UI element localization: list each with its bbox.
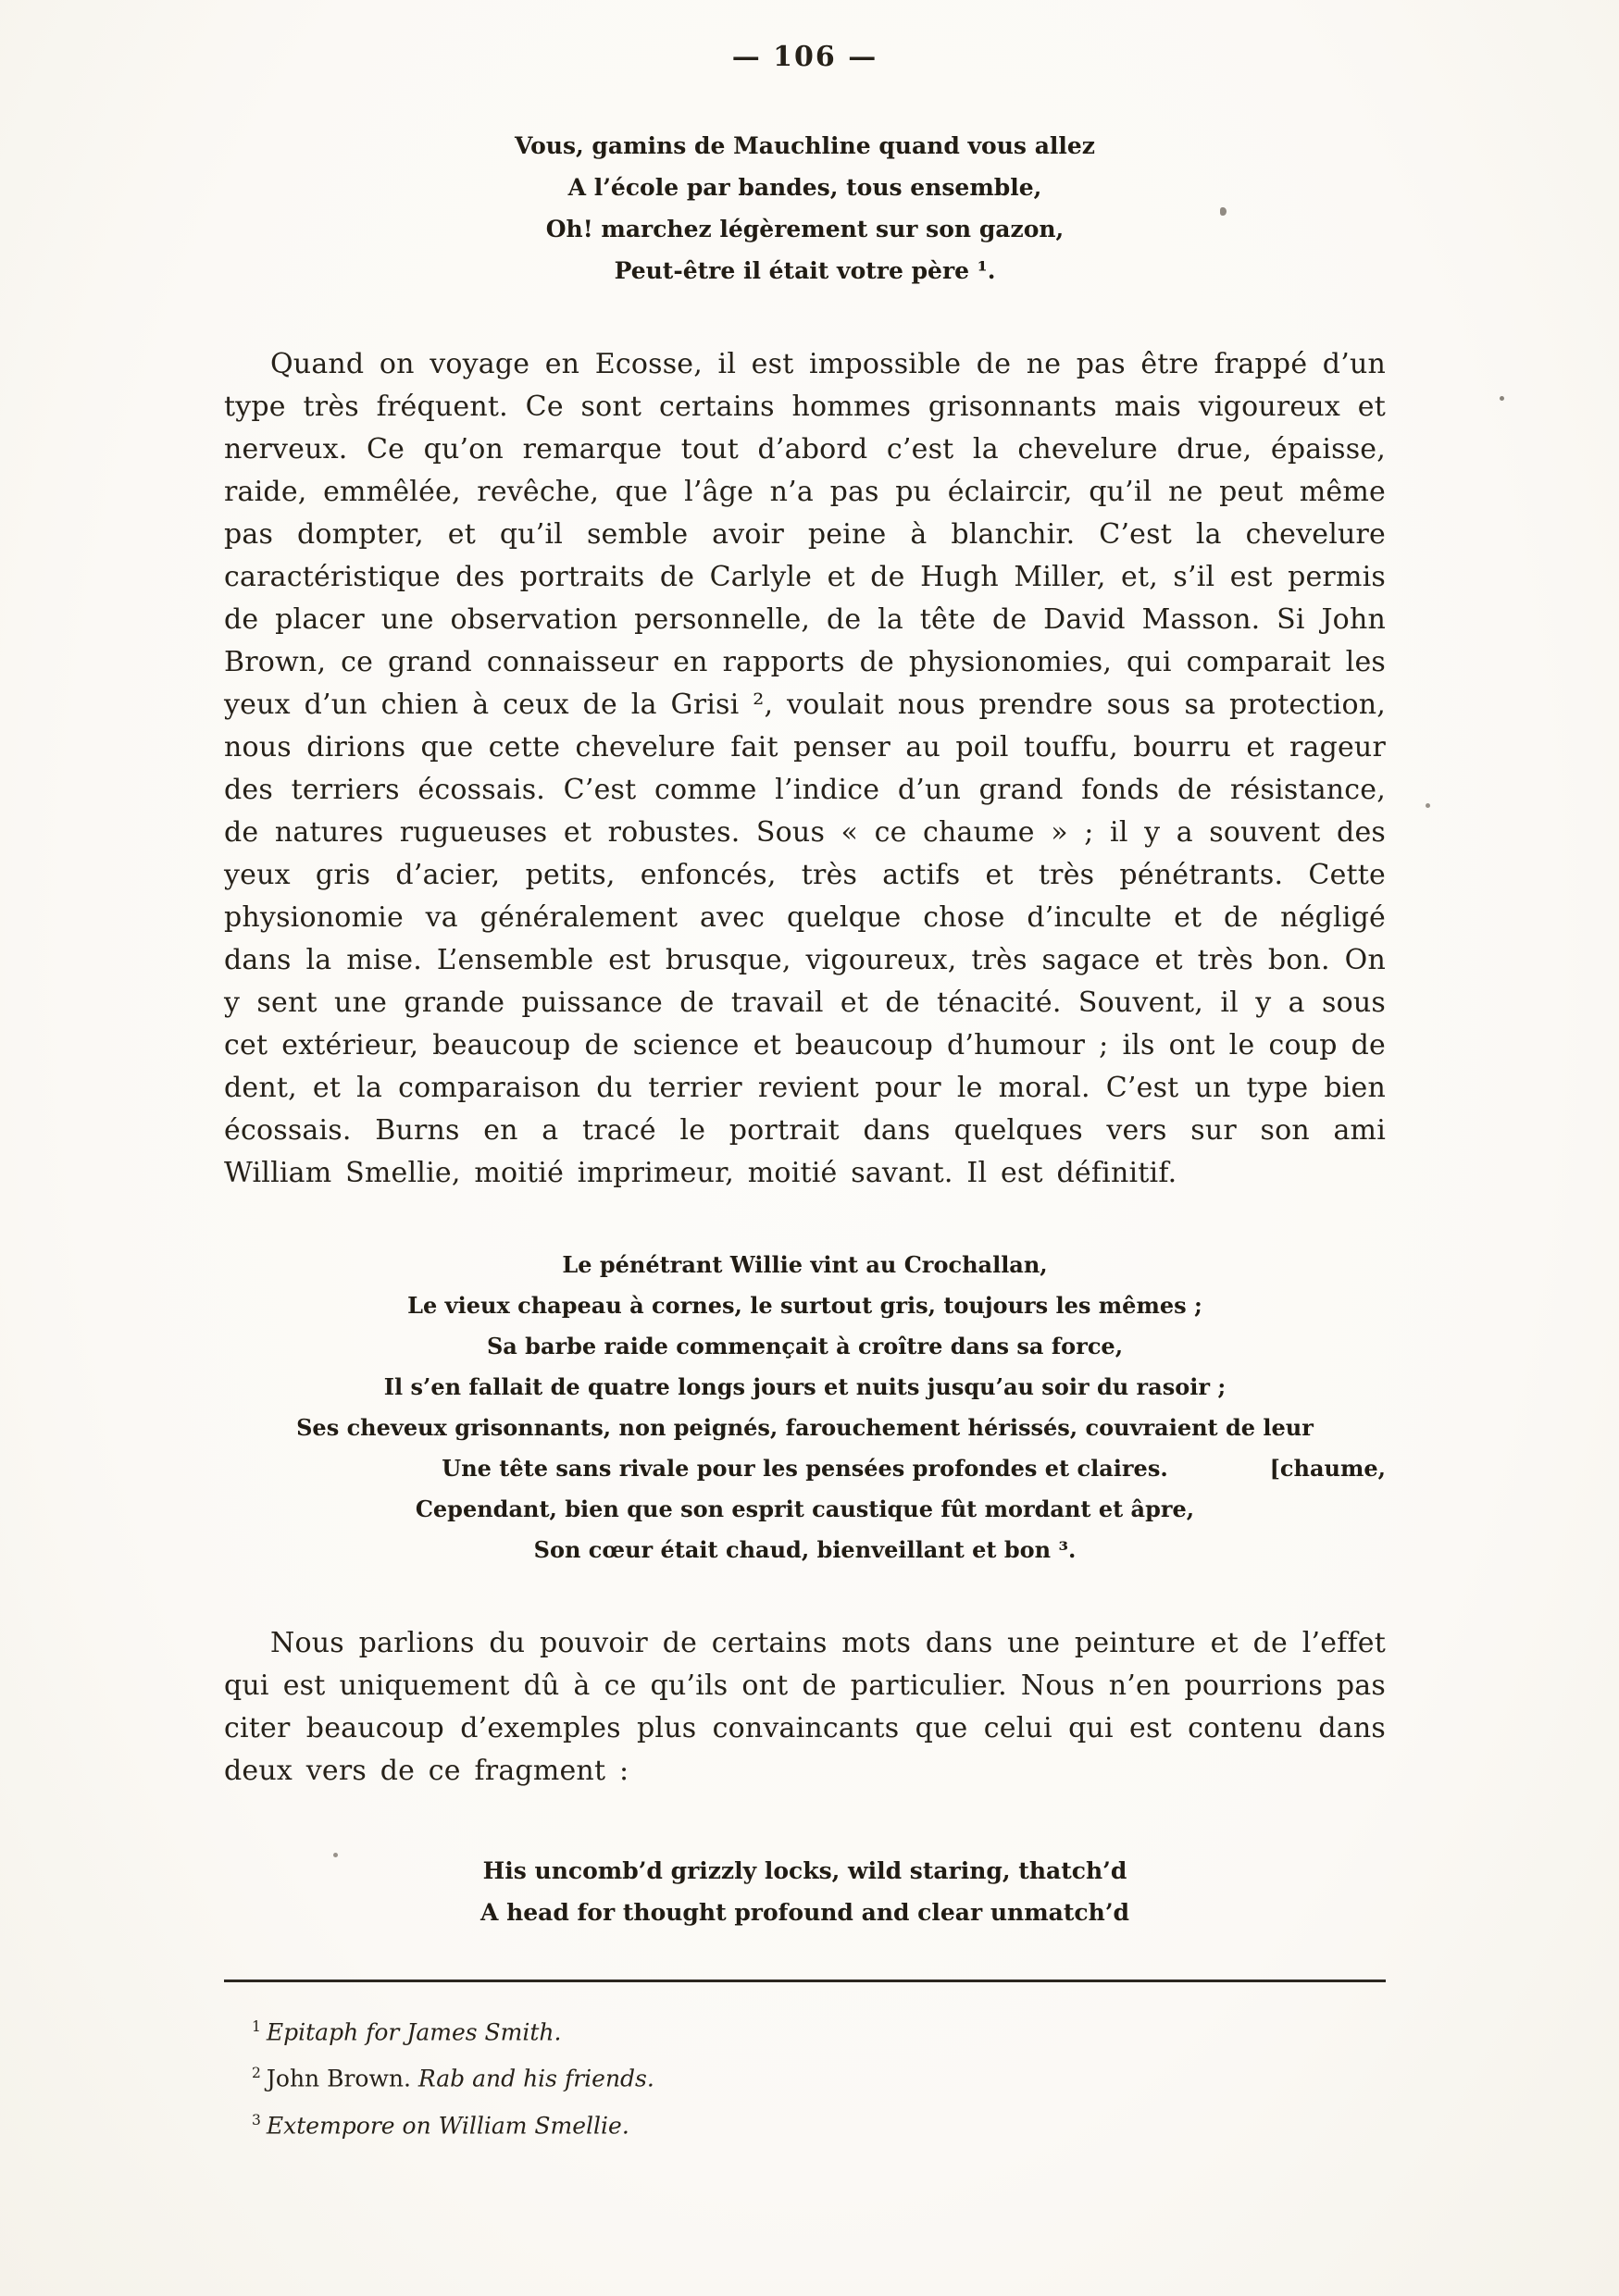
verse-line: Son cœur était chaud, bienveillant et bon ³. <box>533 1536 1077 1563</box>
footnote-marker: 1 <box>252 2018 261 2035</box>
paragraph-1: Quand on voyage en Ecosse, il est impossible de ne pas être frappé d’un type très fréquent. Ce sont certains hommes grisonnants mais vigoureux et nerveux. Ce qu’on remarque tout d’abord c’est la chevelure drue, épaisse, raide, emmêlée, revêche, que l’âge n’a pas pu éclaircir, qu’il ne peut même pas dompter, et qu’il semble avoir peine à blanchir. C’est la chevelure caractéristique des portraits de Carlyle et de Hugh Miller, et, s’il est permis de placer une observation personnelle, de la tête de David Masson. Si John Brown, ce grand connaisseur en rapports de physionomies, qui comparait les yeux d’un chien à ceux de la Grisi ², voulait nous prendre sous sa protection, nous dirions que cette chevelure fait penser au poil touffu, bourru et rageur des terriers écossais. C’est comme l’indice d’un grand fonds de résistance, de natures rugueuses et robustes. Sous « ce chaume » ; il y a souvent des yeux gris d’acier, petits, enfoncés, très actifs et très pénétrants. Cette physionomie va généralement avec quelque chose d’inculte et de négligé dans la mise. L’ensemble est brusque, vigoureux, très sagace et très bon. On y sent une grande puissance de travail et de ténacité. Souvent, il y a sous cet extérieur, beaucoup de science et beaucoup d’humour ; ils ont le coup de dent, et la comparaison du terrier revient pour le moral. C’est un type bien écossais. Burns en a tracé le portrait dans quelques vers sur son ami William Smellie, moitié imprimeur, moitié savant. Il est définitif. <box>224 348 1386 1189</box>
footnote-italic-text: Extempore on William Smellie. <box>266 2111 629 2139</box>
footnote-3 <box>252 2100 1386 2146</box>
verse-line: Il s’en fallait de quatre longs jours et nuits jusqu’au soir du rasoir ; <box>383 1373 1227 1400</box>
verse-line: Le vieux chapeau à cornes, le surtout gris, toujours les mêmes ; <box>407 1292 1202 1319</box>
footnote-2 <box>252 2053 1386 2099</box>
scan-speck <box>1426 803 1430 808</box>
paragraph-2: Nous parlions du pouvoir de certains mots dans une peinture et de l’effet qui est uniquement dû à ce qu’ils ont de particulier. Nous n’en pourrions pas citer beaucoup d’exemples plus convaincants que celui qui est contenu dans deux vers de ce fragment : <box>224 1627 1386 1787</box>
footnote-marker: 2 <box>252 2065 261 2082</box>
verse-line: Cependant, bien que son esprit caustique fût mordant et âpre, <box>415 1496 1195 1522</box>
page-number: — 106 — <box>731 41 878 73</box>
footnote-marker: 3 <box>252 2111 261 2128</box>
quoted-verse-french <box>224 1245 1386 1570</box>
footnote-italic-text: Epitaph for James Smith. <box>266 2018 562 2046</box>
scan-speck <box>1500 396 1504 401</box>
scan-speck <box>1220 207 1227 216</box>
verse-line-with-turnover <box>224 1448 1386 1489</box>
verse-line: A head for thought profound and clear unmatch’d <box>479 1899 1130 1926</box>
footnote-1 <box>252 2006 1386 2053</box>
verse-line: Sa barbe raide commençait à croître dans sa force, <box>486 1333 1124 1359</box>
footnote-separator <box>224 1980 1386 1982</box>
verse-line-text: Une tête sans rivale pour les pensées profondes et claires. <box>442 1455 1168 1482</box>
verse-line: Le pénétrant Willie vint au Crochallan, <box>562 1251 1048 1278</box>
epigraph-line: Oh! marchez légèrement sur son gazon, <box>545 216 1065 242</box>
verse-line: His uncomb’d grizzly locks, wild staring, thatch’d <box>482 1857 1127 1884</box>
epigraph-line: Vous, gamins de Mauchline quand vous allez <box>514 132 1095 159</box>
epigraph-verse <box>224 125 1386 292</box>
epigraph-line: Peut-être il était votre père ¹. <box>614 257 996 284</box>
footnote-italic-text: Rab and his friends. <box>417 2065 654 2092</box>
quoted-verse-english <box>224 1850 1386 1933</box>
epigraph-line: A l’école par bandes, tous ensemble, <box>567 174 1042 201</box>
turnover-word: [chaume, <box>1269 1455 1386 1482</box>
scan-speck <box>333 1853 338 1857</box>
verse-line: Ses cheveux grisonnants, non peignés, farouchement hérissés, couvraient de leur <box>296 1414 1314 1441</box>
footnotes <box>224 2006 1386 2146</box>
footnote-roman-text: John Brown. <box>266 2065 418 2092</box>
